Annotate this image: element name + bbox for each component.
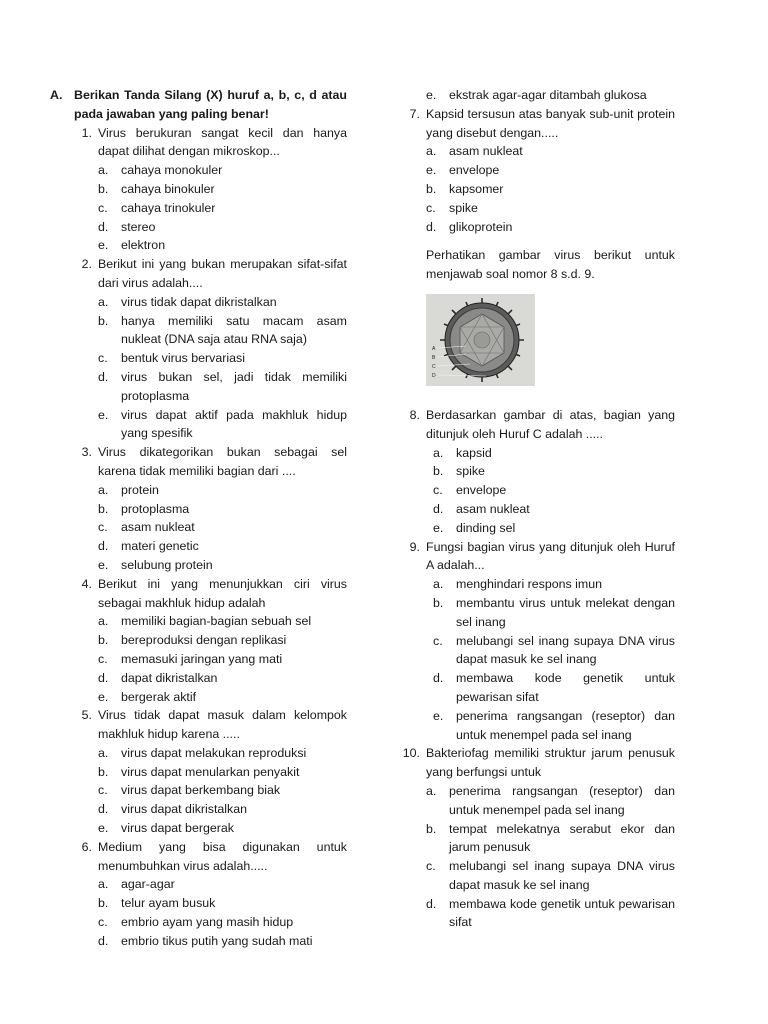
option-text: virus dapat menularkan penyakit: [121, 764, 300, 779]
option-text: asam nukleat: [121, 520, 195, 535]
option-letter: d.: [98, 802, 109, 817]
option-text: cahaya binokuler: [121, 181, 215, 196]
option-item[interactable]: [426, 199, 675, 218]
option-text: melubangi sel inang supaya DNA virus dapat masuk ke sel inang: [456, 633, 675, 667]
option-text: bergerak aktif: [121, 689, 197, 704]
section-title: Berikan Tanda Silang (X) huruf a, b, c, d atau pada jawaban yang paling benar!: [74, 88, 347, 121]
option-letter: c.: [426, 859, 436, 874]
option-text: virus bukan sel, jadi tidak memiliki protoplasma: [121, 369, 347, 403]
option-letter: b.: [426, 181, 437, 196]
option-letter: a.: [98, 877, 109, 892]
option-text: tempat melekatnya serabut ekor dan jarum penusuk: [449, 821, 675, 855]
option-letter: a.: [433, 445, 444, 460]
option-text: penerima rangsangan (reseptor) dan untuk menempel pada sel inang: [449, 783, 675, 817]
option-item[interactable]: [98, 406, 347, 444]
question-text: Virus dikategorikan bukan sebagai sel karena tidak memiliki bagian dari ....: [98, 445, 347, 478]
virus-figure: [426, 294, 535, 386]
option-text: envelope: [456, 483, 507, 498]
option-letter: a.: [433, 577, 444, 592]
option-item[interactable]: [98, 875, 347, 894]
question-text: Virus berukuran sangat kecil dan hanya dapat dilihat dengan mikroskop...: [98, 125, 347, 159]
question-8: [395, 406, 675, 444]
option-item[interactable]: [433, 500, 675, 519]
option-item[interactable]: [98, 781, 347, 800]
option-letter: c.: [98, 351, 108, 366]
option-item[interactable]: [426, 86, 675, 105]
question-text: Berdasarkan gambar di atas, bagian yang ditunjuk oleh Huruf C adalah .....: [426, 407, 675, 441]
option-text: spike: [449, 200, 478, 215]
figure-label-c: C: [432, 363, 436, 370]
question-text: Medium yang bisa digunakan untuk menumbuhkan virus adalah.....: [98, 839, 347, 873]
question-3: [50, 443, 347, 481]
option-item[interactable]: [98, 763, 347, 782]
option-text: stereo: [121, 219, 156, 234]
option-letter: e.: [98, 557, 109, 572]
left-column: [50, 86, 347, 951]
option-item[interactable]: [433, 707, 675, 745]
option-item[interactable]: [98, 218, 347, 237]
question-text: Fungsi bagian virus yang ditunjuk oleh Huruf A adalah...: [426, 539, 675, 573]
option-letter: b.: [98, 313, 109, 328]
option-item[interactable]: [98, 161, 347, 180]
question-number: 3.: [81, 445, 92, 460]
option-text: cahaya trinokuler: [121, 200, 216, 215]
option-text: virus dapat berkembang biak: [121, 783, 281, 798]
option-text: membantu virus untuk melekat dengan sel inang: [456, 595, 675, 629]
option-letter: b.: [426, 821, 437, 836]
option-text: bereproduksi dengan replikasi: [121, 633, 287, 648]
option-text: protoplasma: [121, 501, 190, 516]
option-item[interactable]: [98, 669, 347, 688]
question-text: Bakteriofag memiliki struktur jarum penusuk yang berfungsi untuk: [426, 746, 675, 780]
option-letter: a.: [98, 482, 109, 497]
option-letter: a.: [98, 745, 109, 760]
option-item[interactable]: [426, 218, 675, 237]
question-1: [50, 124, 347, 162]
option-letter: c.: [98, 783, 108, 798]
option-item[interactable]: [98, 631, 347, 650]
option-letter: b.: [433, 464, 444, 479]
option-letter: c.: [426, 200, 436, 215]
option-text: asam nukleat: [456, 501, 530, 516]
question-number: 2.: [81, 257, 92, 272]
option-letter: a.: [426, 144, 437, 159]
option-text: penerima rangsangan (reseptor) dan untuk menempel pada sel inang: [456, 708, 675, 742]
question-number: 4.: [81, 576, 92, 591]
question-5: [50, 706, 347, 744]
option-item[interactable]: [426, 820, 675, 858]
option-item[interactable]: [98, 236, 347, 255]
option-letter: d.: [98, 933, 109, 948]
question-4: [50, 575, 347, 613]
option-letter: d.: [426, 896, 437, 911]
option-text: elektron: [121, 238, 166, 253]
option-item[interactable]: [426, 142, 675, 161]
option-item[interactable]: [433, 632, 675, 670]
option-letter: d.: [433, 501, 444, 516]
option-item[interactable]: [98, 650, 347, 669]
option-letter: a.: [98, 163, 109, 178]
option-item[interactable]: [98, 537, 347, 556]
option-text: virus dapat aktif pada makhluk hidup yang spesifik: [121, 407, 347, 441]
option-text: embrio ayam yang masih hidup: [121, 915, 294, 930]
option-item[interactable]: [98, 349, 347, 368]
question-7: [395, 105, 675, 143]
option-text: menghindari respons imun: [456, 577, 603, 592]
option-text: melubangi sel inang supaya DNA virus dapat masuk ke sel inang: [449, 859, 675, 892]
option-text: dinding sel: [456, 520, 516, 535]
option-item[interactable]: [433, 575, 675, 594]
figure-instruction: Perhatikan gambar virus berikut untuk menjawab soal nomor 8 s.d. 9.: [426, 248, 675, 282]
option-item[interactable]: [98, 199, 347, 218]
option-item[interactable]: [98, 518, 347, 537]
option-letter: b.: [98, 896, 109, 911]
option-text: bentuk virus bervariasi: [121, 351, 245, 366]
question-number: 8.: [409, 407, 420, 422]
option-item[interactable]: [98, 913, 347, 932]
question-number: 1.: [81, 125, 92, 140]
option-item[interactable]: [98, 368, 347, 406]
option-text: virus dapat bergerak: [121, 821, 234, 836]
question-text: Berikut ini yang menunjukkan ciri virus sebagai makhluk hidup adalah: [98, 576, 347, 610]
option-item[interactable]: [98, 688, 347, 707]
option-letter: e.: [426, 163, 437, 178]
option-text: asam nukleat: [449, 144, 523, 159]
option-text: virus dapat dikristalkan: [121, 802, 248, 817]
option-item[interactable]: [98, 180, 347, 199]
option-letter: d.: [98, 369, 109, 384]
option-letter: e.: [98, 821, 109, 836]
option-text: kapsid: [456, 445, 492, 460]
option-letter: d.: [98, 539, 109, 554]
option-letter: b.: [98, 633, 109, 648]
figure-label-b: B: [432, 354, 436, 361]
question-number: 7.: [409, 106, 420, 121]
question-text: Virus tidak dapat masuk dalam kelompok makhluk hidup karena .....: [98, 708, 347, 742]
option-text: kapsomer: [449, 181, 504, 196]
option-item[interactable]: [433, 669, 675, 707]
option-text: virus tidak dapat dikristalkan: [121, 294, 277, 309]
option-text: membawa kode genetik untuk pewarisan sifat: [449, 896, 675, 930]
question-number: 5.: [81, 708, 92, 723]
option-letter: a.: [426, 783, 437, 798]
option-item[interactable]: [426, 161, 675, 180]
option-text: memasuki jaringan yang mati: [121, 651, 283, 666]
option-letter: a.: [98, 294, 109, 309]
option-item[interactable]: [433, 444, 675, 463]
option-letter: c.: [98, 915, 108, 930]
option-text: dapat dikristalkan: [121, 670, 218, 685]
question-2: [50, 255, 347, 293]
option-letter: b.: [433, 595, 444, 610]
section-header: [50, 86, 347, 124]
figure-label-d: D: [432, 372, 436, 379]
option-item[interactable]: [98, 819, 347, 838]
option-item[interactable]: [98, 556, 347, 575]
option-letter: b.: [98, 501, 109, 516]
option-item[interactable]: [98, 481, 347, 500]
question-10: [395, 744, 675, 782]
option-text: protein: [121, 482, 159, 497]
option-item[interactable]: [98, 800, 347, 819]
option-text: memiliki bagian-bagian sebuah sel: [121, 614, 312, 629]
option-item[interactable]: [426, 782, 675, 820]
option-text: virus dapat melakukan reproduksi: [121, 745, 307, 760]
option-text: telur ayam busuk: [121, 896, 216, 911]
option-letter: e.: [433, 520, 444, 535]
option-letter: c.: [433, 633, 443, 648]
option-letter: c.: [433, 483, 443, 498]
option-letter: a.: [98, 614, 109, 629]
question-6: [50, 838, 347, 876]
option-item[interactable]: [433, 462, 675, 481]
right-column: [395, 86, 675, 932]
question-9: [395, 538, 675, 576]
option-letter: b.: [98, 181, 109, 196]
option-item[interactable]: [426, 857, 675, 895]
option-item[interactable]: [98, 894, 347, 913]
option-text: cahaya monokuler: [121, 163, 223, 178]
option-text: agar-agar: [121, 877, 175, 892]
figure-label-a: A: [432, 345, 436, 352]
option-text: spike: [456, 464, 485, 479]
option-text: embrio tikus putih yang sudah mati: [121, 933, 313, 948]
virus-diagram: [426, 294, 535, 386]
option-text: glikoprotein: [449, 219, 513, 234]
option-letter: b.: [98, 764, 109, 779]
option-item[interactable]: [98, 312, 347, 350]
option-item[interactable]: [98, 744, 347, 763]
option-letter: d.: [98, 670, 109, 685]
option-text: envelope: [449, 163, 500, 178]
option-letter: c.: [98, 651, 108, 666]
question-text: Kapsid tersusun atas banyak sub-unit protein yang disebut dengan.....: [426, 106, 675, 140]
option-letter: c.: [98, 200, 108, 215]
option-item[interactable]: [426, 180, 675, 199]
option-item[interactable]: [98, 612, 347, 631]
option-text: membawa kode genetik untuk pewarisan sifat: [456, 671, 675, 704]
option-letter: e.: [433, 708, 444, 723]
option-letter: d.: [433, 671, 444, 686]
option-text: selubung protein: [121, 557, 213, 572]
question-text: Berikut ini yang bukan merupakan sifat-sifat dari virus adalah....: [98, 257, 347, 290]
question-number: 6.: [81, 839, 92, 854]
option-item[interactable]: [433, 594, 675, 632]
question-number: 9.: [409, 539, 420, 554]
option-letter: e.: [98, 689, 109, 704]
option-item[interactable]: [98, 293, 347, 312]
question-number: 10.: [402, 746, 420, 761]
spacer: [395, 386, 675, 406]
option-item[interactable]: [426, 895, 675, 933]
option-item[interactable]: [98, 500, 347, 519]
option-text: ekstrak agar-agar ditambah glukosa: [449, 88, 647, 102]
option-letter: d.: [426, 219, 437, 234]
option-letter: d.: [98, 219, 109, 234]
option-letter: e.: [426, 88, 437, 102]
option-text: hanya memiliki satu macam asam nukleat (DNA saja atau RNA saja): [121, 313, 347, 347]
option-item[interactable]: [433, 519, 675, 538]
option-text: materi genetic: [121, 539, 199, 554]
option-item[interactable]: [433, 481, 675, 500]
section-letter: A.: [50, 88, 63, 102]
option-item[interactable]: [98, 932, 347, 951]
option-letter: e.: [98, 238, 109, 253]
option-letter: e.: [98, 407, 109, 422]
option-letter: c.: [98, 520, 108, 535]
